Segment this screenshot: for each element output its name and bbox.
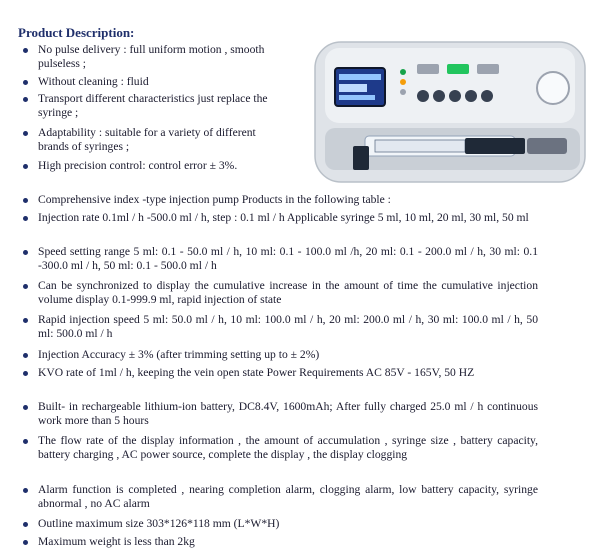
list-item: Outline maximum size 303*126*118 mm (L*W*H) xyxy=(38,517,538,531)
list-item: Comprehensive index -type injection pump Products in the following table : xyxy=(38,193,538,207)
list-item: Adaptability : suitable for a variety of different brands of syringes ; xyxy=(38,126,283,154)
list-item: Maximum weight is less than 2kg xyxy=(38,535,538,549)
list-item: Speed setting range 5 ml: 0.1 - 50.0 ml / h, 10 ml: 0.1 - 100.0 ml /h, 20 ml: 0.1 - 200.0 ml / h, 30 ml: 0.1 -300.0 ml / h, 50 ml: 0.1 - 500.0 ml / h xyxy=(38,245,538,273)
section-heading: Product Description: xyxy=(18,25,135,40)
list-item: Without cleaning : fluid xyxy=(38,75,283,89)
list-item: Transport different characteristics just replace the syringe ; xyxy=(38,92,283,120)
list-item: The flow rate of the display information , the amount of accumulation , syringe size , battery capacity, battery charging , AC power source, complete the display , the display clogging xyxy=(38,434,538,462)
list-item: Built- in rechargeable lithium-ion battery, DC8.4V, 1600mAh; After fully charged 25.0 ml / h continuous work more than 5 hours xyxy=(38,400,538,428)
list-item: No pulse delivery : full uniform motion , smooth pulseless ; xyxy=(38,43,283,71)
syringe-pump-image xyxy=(305,38,590,188)
list-item: High precision control: control error ± 3%. xyxy=(38,159,283,173)
list-item: KVO rate of 1ml / h, keeping the vein open state Power Requirements AC 85V - 165V, 50 HZ xyxy=(38,366,538,380)
list-item: Can be synchronized to display the cumulative increase in the amount of time the cumulative injection volume display 0.1-999.9 ml, rapid injection of state xyxy=(38,279,538,307)
list-item: Alarm function is completed , nearing completion alarm, clogging alarm, low battery capacity, syringe abnormal , no AC alarm xyxy=(38,483,538,511)
list-item: Rapid injection speed 5 ml: 50.0 ml / h, 10 ml: 100.0 ml / h, 20 ml: 200.0 ml / h, 30 ml: 100.0 ml / h, 50 ml: 500.0 ml / h xyxy=(38,313,538,341)
list-item: Injection Accuracy ± 3% (after trimming setting up to ± 2%) xyxy=(38,348,538,362)
list-item: Injection rate 0.1ml / h -500.0 ml / h, step : 0.1 ml / h Applicable syringe 5 ml, 10 ml, 20 ml, 30 ml, 50 ml xyxy=(38,211,538,225)
